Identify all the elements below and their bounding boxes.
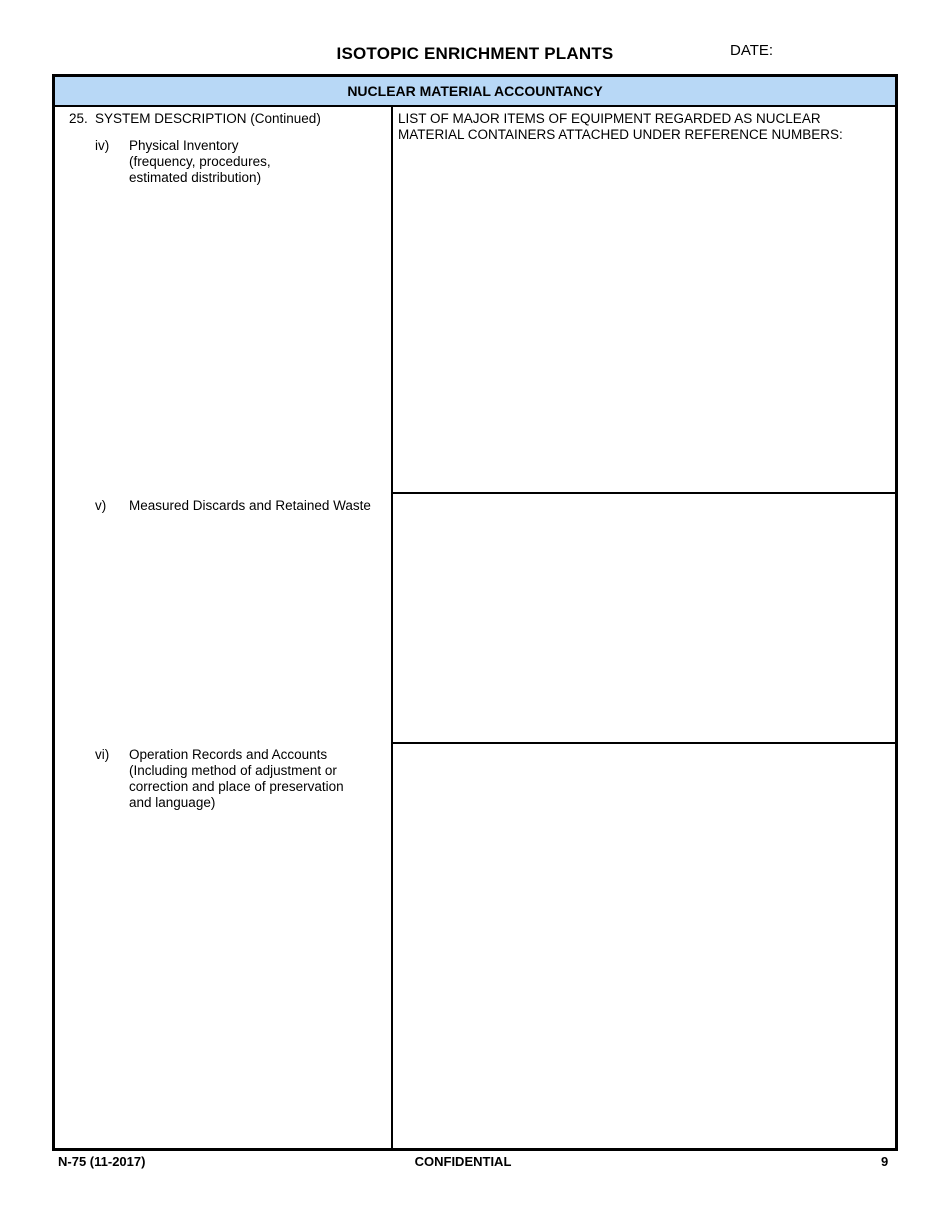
item-iv-line-3: estimated distribution) (129, 170, 262, 185)
item-vi-line-3: correction and place of preservation (129, 779, 344, 794)
date-label: DATE: (730, 42, 774, 59)
form-frame (52, 74, 898, 1151)
item-vi-line-2: (Including method of adjustment or (129, 763, 337, 778)
item-v-label (129, 498, 391, 514)
section-subtitle: SYSTEM DESCRIPTION (Continued) (95, 111, 321, 126)
form-id: N-75 (11-2017) (58, 1154, 146, 1169)
section-header: NUCLEAR MATERIAL ACCOUNTANCY (55, 77, 895, 107)
item-iv-numeral: iv) (95, 138, 110, 153)
item-vi-line-4: and language) (129, 795, 216, 810)
row-divider-2 (393, 742, 895, 744)
item-vi-line-1: Operation Records and Accounts (129, 747, 328, 762)
equipment-line-1: LIST OF MAJOR ITEMS OF EQUIPMENT REGARDED AS NUCLEAR (398, 111, 821, 126)
equipment-list-heading (398, 111, 888, 143)
item-vi-label (129, 747, 391, 811)
equipment-line-2: MATERIAL CONTAINERS ATTACHED UNDER REFERENCE NUMBERS: (398, 127, 843, 142)
item-iv-line-1: Physical Inventory (129, 138, 239, 153)
item-v-line-1: Measured Discards and Retained Waste (129, 498, 371, 513)
item-v-numeral: v) (95, 498, 107, 513)
column-divider (391, 107, 393, 1148)
page-number: 9 (881, 1154, 889, 1169)
item-iv-label (129, 138, 391, 186)
classification-label: CONFIDENTIAL (414, 1154, 512, 1169)
form-title: ISOTOPIC ENRICHMENT PLANTS (336, 44, 614, 63)
item-vi-numeral: vi) (95, 747, 110, 762)
item-iv-line-2: (frequency, procedures, (129, 154, 271, 169)
row-divider-1 (393, 492, 895, 494)
section-number: 25. (69, 111, 88, 126)
